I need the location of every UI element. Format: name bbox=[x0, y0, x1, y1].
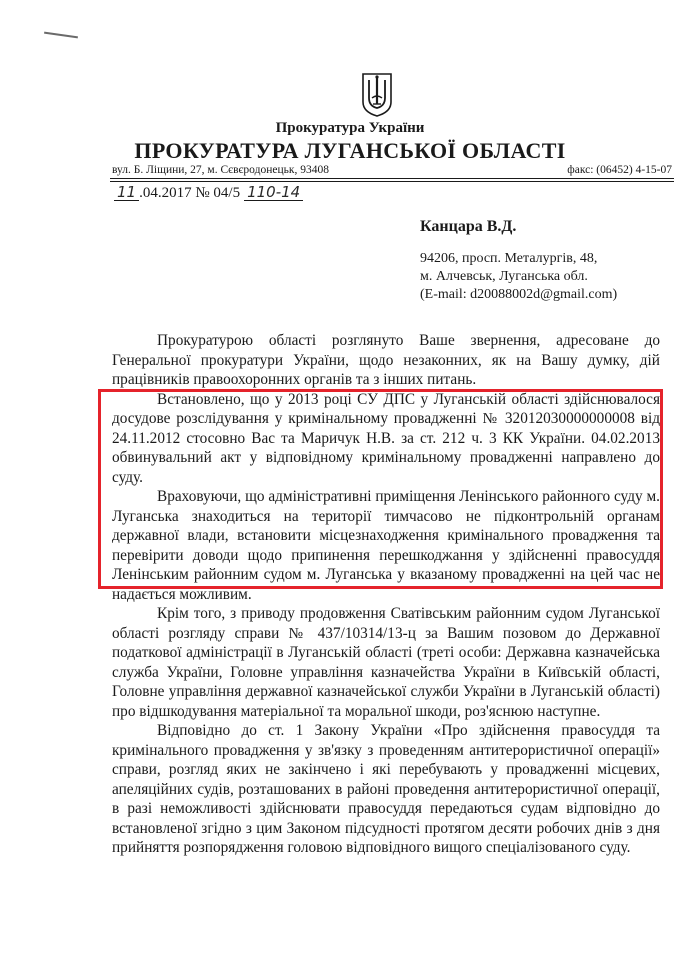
highlight-annotation-box bbox=[98, 389, 663, 589]
recipient-address-line: (E-mail: d20088002d@gmail.com) bbox=[420, 287, 618, 302]
pen-mark bbox=[44, 32, 78, 39]
registration-day: 11 bbox=[114, 184, 139, 201]
letterhead-divider-second bbox=[110, 181, 674, 182]
org-fax: факс: (06452) 4-15-07 bbox=[567, 164, 672, 176]
registration-date: .04.2017 № 04/5 bbox=[139, 185, 241, 201]
org-name: ПРОКУРАТУРА ЛУГАНСЬКОЇ ОБЛАСТІ bbox=[134, 138, 566, 163]
body-paragraph: Відповідно до ст. 1 Закону України «Про здійснення правосуддя та кримінального провадження у зв'язку з проведенням антитерористичної операції» справи, розгляд яких не закінчено і які перебувають у провадженні місцевих, апеляційних судів, розташованих в районі проведення антитерористичної операції, в разі неможливості здійснювати правосуддя передаються судам відповідно до встановленої згідно з цим Законом підсудності протягом десяти робочих днів з дня прийняття розпорядження головою відповідного вищого спеціалізованого суду. bbox=[112, 722, 660, 856]
registration-number: 110-14 bbox=[244, 184, 303, 201]
org-parent-name: Прокуратура України bbox=[275, 120, 425, 136]
trident-emblem-icon bbox=[360, 70, 394, 118]
body-paragraph: Прокуратурою області розглянуто Ваше звернення, адресоване до Генеральної прокуратури України, щодо незаконних, як на Вашу думку, дій працівників правоохоронних органів та з інших питань. bbox=[112, 332, 660, 388]
recipient-address bbox=[420, 250, 617, 304]
body-paragraph: Крім того, з приводу продовження Сватівським районним судом Луганської області розгляду справи № 437/10314/13-ц за Вашим позовом до Державної податкової адміністрації в Луганській області (треті особи: Державна казначейська служба України, Головне управління казначейства України в Київській області, Головне управління державної казначейської служби України в Луганській області) про відшкодування матеріальної та моральної шкоди, роз'яснюю наступне. bbox=[112, 605, 660, 720]
recipient-address-line: м. Алчевськ, Луганська обл. bbox=[420, 269, 588, 284]
recipient-block bbox=[420, 218, 617, 304]
letterhead-address-line bbox=[112, 164, 672, 176]
registration-line bbox=[114, 184, 303, 202]
letterhead-divider bbox=[110, 178, 674, 179]
org-address: вул. Б. Ліщини, 27, м. Сєвєродонецьк, 93408 bbox=[112, 164, 329, 176]
recipient-address-line: 94206, просп. Металургів, 48, bbox=[420, 251, 598, 266]
body-paragraph: Встановлено, що у 2013 році СУ ДПС у Луганській області здійснювалося досудове розслідування у кримінальному провадженні № 32012030000000008 від 24.11.2012 стосовно Вас та Маричук Н.В. за ст. 212 ч. 3 КК України. 04.02.2013 обвинувальний акт у відповідному кримінальному провадженні направлено до суду. bbox=[112, 390, 660, 486]
body-paragraph: Враховуючи, що адміністративні приміщення Ленінського районного суду м. Луганська знаходиться на території тимчасово не підконтрольній органам державної влади, встановити місцезнаходження кримінального провадження та перевірити доводи щодо припинення перешкоджання у здійсненні правосуддя Ленінським районним судом м. Луганська у вказаному провадженні на цей час не надається можливим. bbox=[112, 488, 660, 603]
recipient-name: Канцара В.Д. bbox=[420, 218, 517, 235]
